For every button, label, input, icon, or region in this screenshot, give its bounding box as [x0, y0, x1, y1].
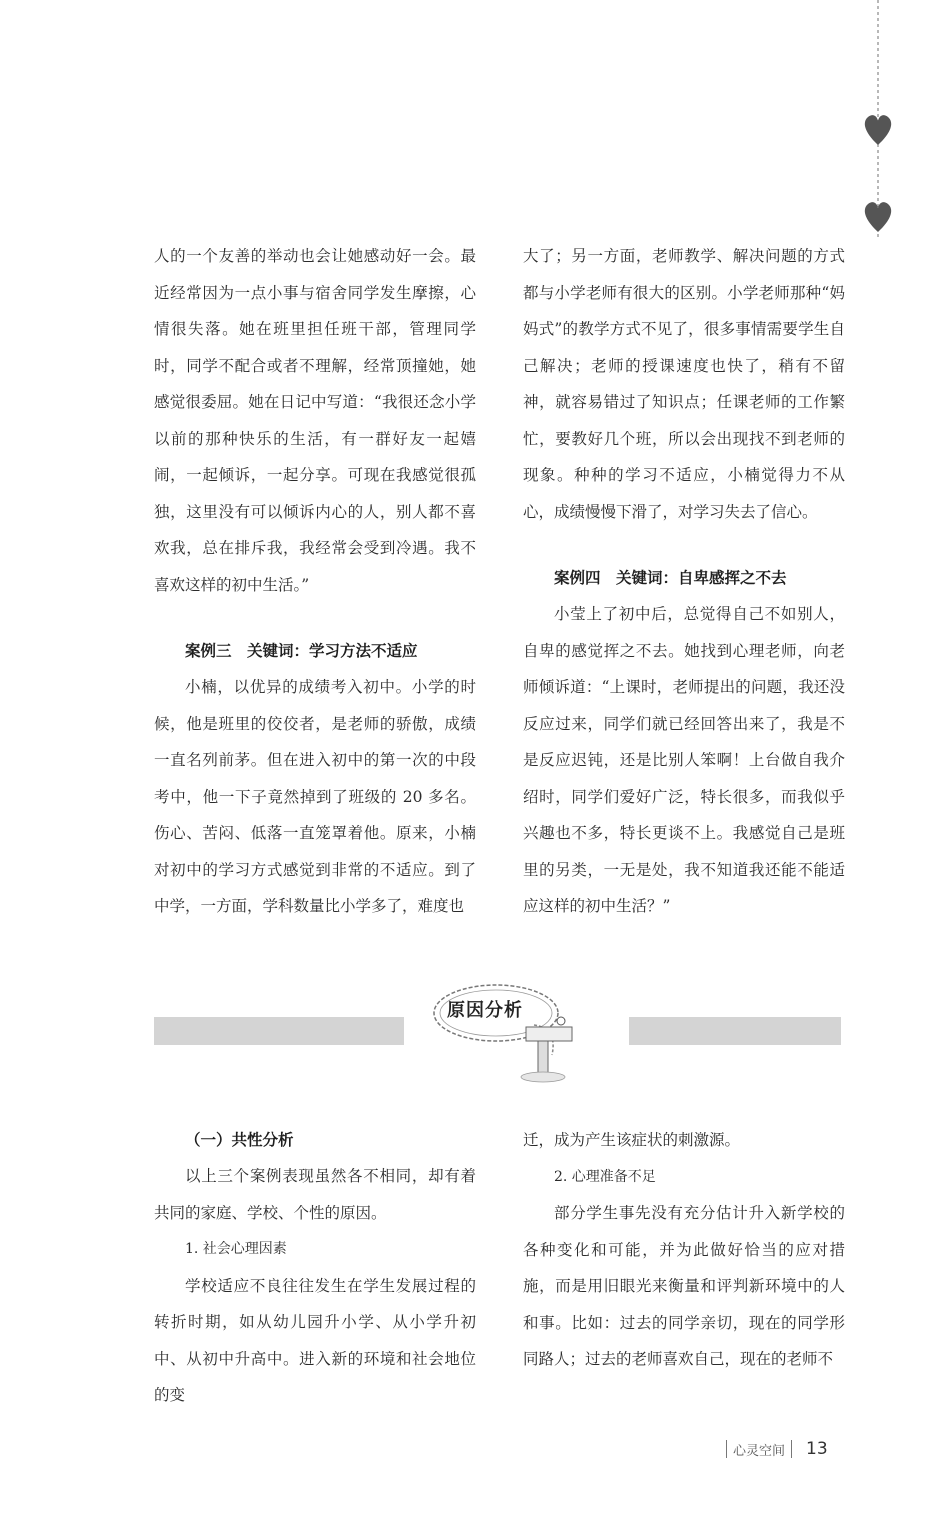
signpost-illustration — [424, 975, 584, 1087]
case3-heading: 案例三 关键词：学习方法不适应 — [185, 642, 418, 660]
magazine-name: 心灵空间 — [733, 1443, 786, 1459]
footer-divider — [726, 1440, 727, 1458]
section-bar-right — [629, 1017, 841, 1045]
social-factors-body: 学校适应不良往往发生在学生发展过程的转折时期，如从幼儿园升小学、从小学升初中、从初中升高中。进入新的环境和社会地位的变 — [154, 1276, 476, 1404]
analysis-heading: （一）共性分析 — [185, 1131, 294, 1149]
page-number: 13 — [806, 1439, 828, 1459]
subheading-social-factors: 1. 社会心理因素 — [185, 1241, 287, 1257]
social-factors-continuation: 迁，成为产生该症状的刺激源。 — [523, 1131, 741, 1149]
analysis-intro: 以上三个案例表现虽然各不相同，却有着共同的家庭、学校、个性的原因。 — [154, 1167, 476, 1222]
case2-continuation: 人的一个友善的举动也会让她感动好一会。最近经常因为一点小事与宿舍同学发生摩擦，心情很失落。她在班里担任班干部，管理同学时，同学不配合或者不理解，经常顶撞她，她感觉很委屈。她在日记中写道：“我很还念小学以前的那种快乐的生活，有一群好友一起嬉闹，一起倾诉，一起分享。可现在我感觉很孤独，这里没有可以倾诉内心的人，别人都不喜欢我，总在排斥我，我经常会受到冷遇。我不喜欢这样的初中生活。” — [154, 247, 476, 594]
footer-divider — [791, 1440, 792, 1458]
case3-continuation: 大了；另一方面，老师教学、解决问题的方式都与小学老师有很大的区别。小学老师那种“妈妈式”的教学方式不见了，很多事情需要学生自己解决；老师的授课速度也快了，稍有不留神，就容易错过了知识点；任课老师的工作繁忙，要教好几个班，所以会出现找不到老师的现象。种种的学习不适应，小楠觉得力不从心，成绩慢慢下滑了，对学习失去了信心。 — [523, 247, 845, 521]
heart-decoration — [858, 0, 898, 245]
analysis-left-column — [154, 1122, 476, 1414]
case3-body: 小楠，以优异的成绩考入初中。小学的时候，他是班里的佼佼者，是老师的骄傲，成绩一直名列前茅。但在进入初中的第一次的中段考中，他一下子竟然掉到了班级的 20 多名。伤心、苦闷、低落一直笼罩着他。原来，小楠对初中的学习方式感觉到非常的不适应。到了中学，一方面，学科数量比小学多了，难度也 — [154, 678, 476, 915]
page-footer — [720, 1437, 860, 1461]
left-column — [154, 238, 476, 925]
right-column — [523, 238, 845, 925]
case4-heading: 案例四 关键词：自卑感挥之不去 — [554, 569, 787, 587]
psych-prep-body: 部分学生事先没有充分估计升入新学校的各种变化和可能，并为此做好恰当的应对措施，而是用旧眼光来衡量和评判新环境中的人和事。比如：过去的同学亲切，现在的同学形同路人；过去的老师喜欢自己，现在的老师不 — [523, 1204, 845, 1368]
section-bar-left — [154, 1017, 404, 1045]
analysis-right-column — [523, 1122, 845, 1378]
section-title: 原因分析 — [447, 1000, 523, 1021]
heart-icon — [865, 115, 891, 145]
subheading-psych-prep: 2. 心理准备不足 — [554, 1168, 656, 1185]
case4-body: 小莹上了初中后，总觉得自己不如别人，自卑的感觉挥之不去。她找到心理老师，向老师倾诉道：“上课时，老师提出的问题，我还没反应过来，同学们就已经回答出来了，我是不是反应迟钝，还是比别人笨啊！上台做自我介绍时，同学们爱好广泛，特长很多，而我似乎兴趣也不多，特长更谈不上。我感觉自己是班里的另类，一无是处，我不知道我还能不能适应这样的初中生活？” — [523, 605, 845, 915]
